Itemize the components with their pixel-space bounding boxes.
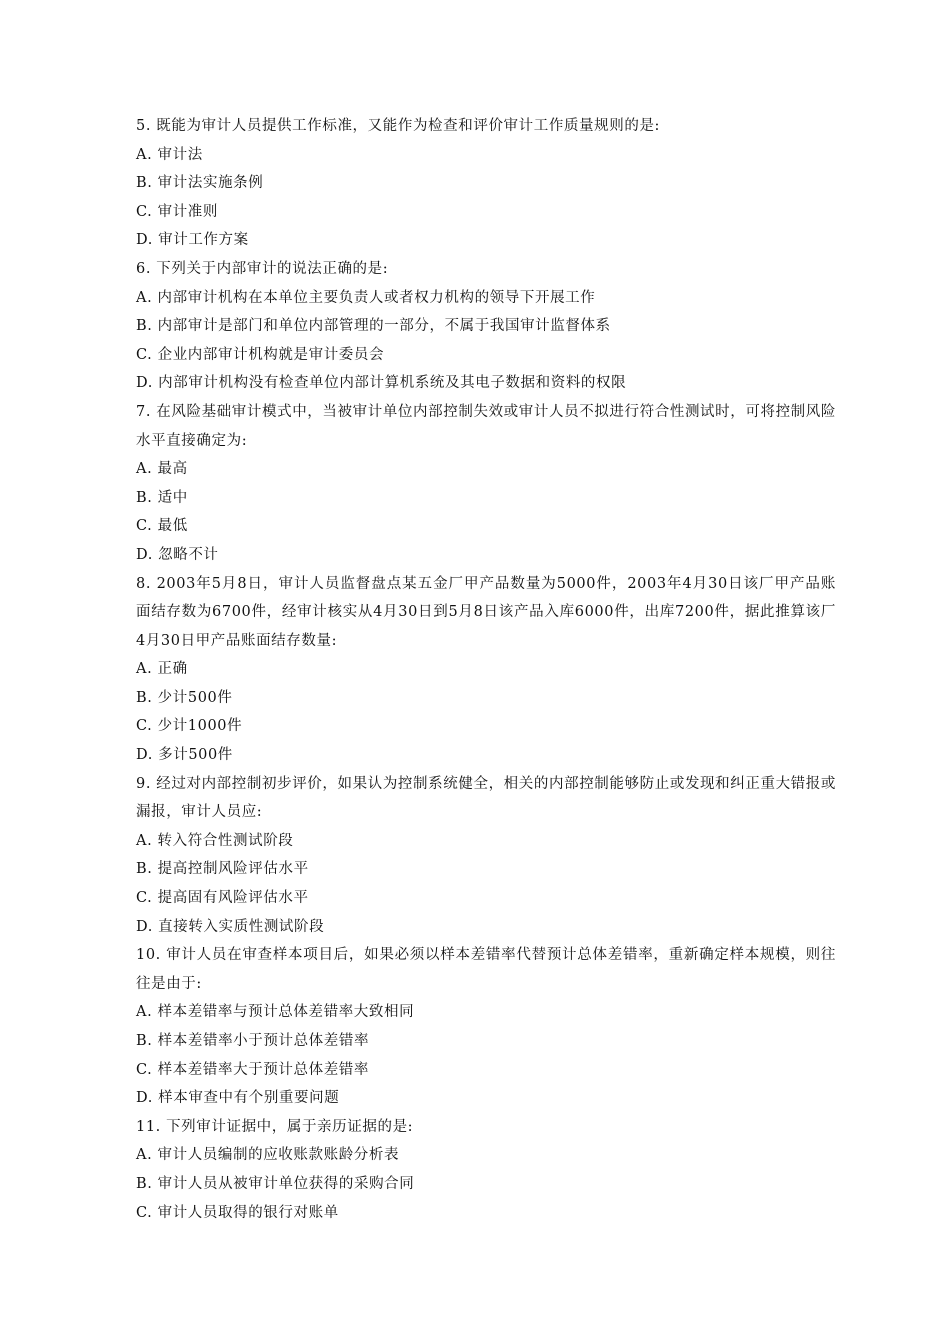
question-5-option-d: D. 审计工作方案: [136, 232, 249, 249]
question-11-option-c: C. 审计人员取得的银行对账单: [136, 1204, 339, 1221]
question-10-text: 10. 审计人员在审查样本项目后，如果必须以样本差错率代替预计总体差错率，重新确定样本规模，则往往是由于:: [136, 947, 836, 992]
question-6-option-a: A. 内部审计机构在本单位主要负责人或者权力机构的领导下开展工作: [136, 289, 596, 306]
question-11-option-a: A. 审计人员编制的应收账款账龄分析表: [136, 1147, 400, 1164]
question-6-text: 6. 下列关于内部审计的说法正确的是:: [136, 260, 389, 277]
question-5-text: 5. 既能为审计人员提供工作标准，又能作为检查和评价审计工作质量规则的是:: [136, 118, 661, 134]
question-7-option-c: C. 最低: [136, 518, 188, 535]
question-5-option-c: C. 审计准则: [136, 203, 218, 220]
question-6-option-d: D. 内部审计机构没有检查单位内部计算机系统及其电子数据和资料的权限: [136, 375, 627, 392]
question-9-option-c: C. 提高固有风险评估水平: [136, 890, 309, 907]
question-8-option-d: D. 多计500件: [136, 747, 233, 764]
question-10-option-c: C. 样本差错率大于预计总体差错率: [136, 1061, 369, 1078]
question-10-option-d: D. 样本审查中有个别重要问题: [136, 1090, 340, 1107]
question-6-option-c: C. 企业内部审计机构就是审计委员会: [136, 346, 385, 363]
question-7-text: 7. 在风险基础审计模式中，当被审计单位内部控制失效或审计人员不拟进行符合性测试时，可将控制风险水平直接确定为:: [136, 403, 836, 449]
question-10-option-a: A. 样本差错率与预计总体差错率大致相同: [136, 1004, 415, 1021]
question-10-option-b: B. 样本差错率小于预计总体差错率: [136, 1033, 370, 1049]
question-8-text: 8. 2003年5月8日，审计人员监督盘点某五金厂甲产品数量为5000件，2003年4月30日该厂甲产品账面结存数为6700件，经审计核实从4月30日到5月8日该产品入库6000件，出库7200件，据此推算该厂4月30日甲产品账面结存数量:: [136, 575, 836, 649]
question-7-option-d: D. 忽略不计: [136, 546, 219, 563]
question-9-option-a: A. 转入符合性测试阶段: [136, 832, 294, 849]
question-5-option-a: A. 审计法: [136, 146, 203, 163]
question-11-option-b: B. 审计人员从被审计单位获得的采购合同: [136, 1175, 415, 1192]
question-6-option-b: B. 内部审计是部门和单位内部管理的一部分，不属于我国审计监督体系: [136, 318, 611, 335]
question-9-text: 9. 经过对内部控制初步评价，如果认为控制系统健全，相关的内部控制能够防止或发现和纠正重大错报或漏报，审计人员应:: [136, 775, 836, 821]
question-8-option-a: A. 正确: [136, 661, 188, 678]
question-9-option-b: B. 提高控制风险评估水平: [136, 861, 309, 878]
document-page: [136, 112, 836, 1227]
question-7-option-a: A. 最高: [136, 461, 188, 478]
question-11-text: 11. 下列审计证据中，属于亲历证据的是:: [136, 1118, 414, 1135]
question-7-option-b: B. 适中: [136, 489, 188, 506]
question-9-option-d: D. 直接转入实质性测试阶段: [136, 918, 325, 935]
question-8-option-b: B. 少计500件: [136, 689, 233, 706]
question-5-option-b: B. 审计法实施条例: [136, 175, 264, 192]
question-8-option-c: C. 少计1000件: [136, 718, 243, 735]
